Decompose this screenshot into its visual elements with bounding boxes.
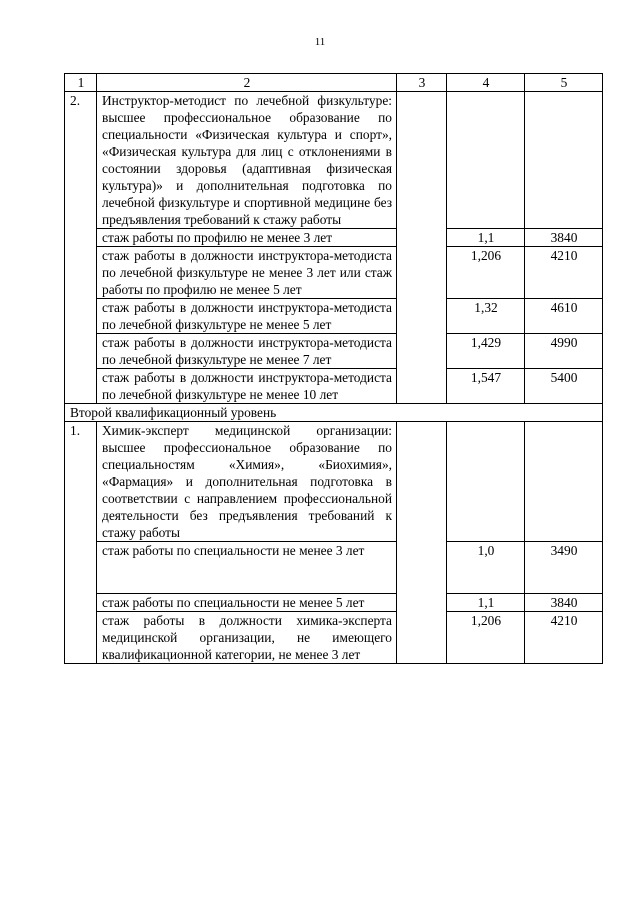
table-row	[65, 229, 603, 247]
header-cell-5: 5	[525, 74, 603, 92]
salary-cell: 4210	[525, 612, 603, 664]
salary-cell: 4210	[525, 247, 603, 299]
empty-cell	[397, 422, 447, 664]
position-title: Химик-эксперт медицинской организации: высшее профессиональное образование по специальностям «Химия», «Биохимия», «Фармация» и дополнительная подготовка в соответствии с направлением профессиональной деятельности без предъявления требований к стажу работы	[97, 422, 397, 542]
requirement-text: стаж работы в должности инструктора-методиста по лечебной физкультуре не менее 7 лет	[97, 334, 397, 369]
table-row	[65, 299, 603, 334]
salary-table	[64, 73, 603, 664]
table-row	[65, 612, 603, 664]
header-cell-4: 4	[447, 74, 525, 92]
header-cell-3: 3	[397, 74, 447, 92]
salary-cell: 4990	[525, 334, 603, 369]
row-number: 1.	[65, 422, 97, 664]
header-cell-2: 2	[97, 74, 397, 92]
coefficient-cell: 1,547	[447, 369, 525, 404]
coefficient-cell: 1,429	[447, 334, 525, 369]
section-row	[65, 404, 603, 422]
coefficient-cell: 1,0	[447, 542, 525, 594]
row-number: 2.	[65, 92, 97, 404]
salary-cell	[525, 422, 603, 542]
salary-cell: 3840	[525, 229, 603, 247]
salary-cell: 4610	[525, 299, 603, 334]
table-row	[65, 542, 603, 594]
requirement-text: стаж работы в должности инструктора-методиста по лечебной физкультуре не менее 5 лет	[97, 299, 397, 334]
table-row	[65, 92, 603, 229]
coefficient-cell: 1,32	[447, 299, 525, 334]
salary-cell: 5400	[525, 369, 603, 404]
table-row	[65, 334, 603, 369]
coefficient-cell	[447, 92, 525, 229]
table-header-row	[65, 74, 603, 92]
salary-cell: 3490	[525, 542, 603, 594]
requirement-text: стаж работы по профилю не менее 3 лет	[97, 229, 397, 247]
section-title: Второй квалификационный уровень	[65, 404, 603, 422]
requirement-text: стаж работы в должности инструктора-методиста по лечебной физкультуре не менее 10 лет	[97, 369, 397, 404]
table-row	[65, 369, 603, 404]
requirement-text: стаж работы по специальности не менее 3 лет	[97, 542, 397, 594]
salary-cell: 3840	[525, 594, 603, 612]
table-row	[65, 422, 603, 542]
empty-cell	[397, 92, 447, 404]
salary-cell	[525, 92, 603, 229]
coefficient-cell: 1,1	[447, 229, 525, 247]
table-row	[65, 247, 603, 299]
coefficient-cell: 1,206	[447, 612, 525, 664]
requirement-text: стаж работы по специальности не менее 5 лет	[97, 594, 397, 612]
table-row	[65, 594, 603, 612]
coefficient-cell: 1,206	[447, 247, 525, 299]
header-cell-1: 1	[65, 74, 97, 92]
coefficient-cell	[447, 422, 525, 542]
position-title: Инструктор-методист по лечебной физкультуре: высшее профессиональное образование по специальности «Физическая культура и спорт», «Физическая культура для лиц с отклонениями в состоянии здоровья (адаптивная физическая культура)» и дополнительная подготовка по лечебной физкультуре и спортивной медицине без предъявления требований к стажу работы	[97, 92, 397, 229]
requirement-text: стаж работы в должности химика-эксперта медицинской организации, не имеющего квалификационной категории, не менее 3 лет	[97, 612, 397, 664]
requirement-text: стаж работы в должности инструктора-методиста по лечебной физкультуре не менее 3 лет или стаж работы по профилю не менее 5 лет	[97, 247, 397, 299]
page-number: 11	[314, 36, 326, 48]
coefficient-cell: 1,1	[447, 594, 525, 612]
